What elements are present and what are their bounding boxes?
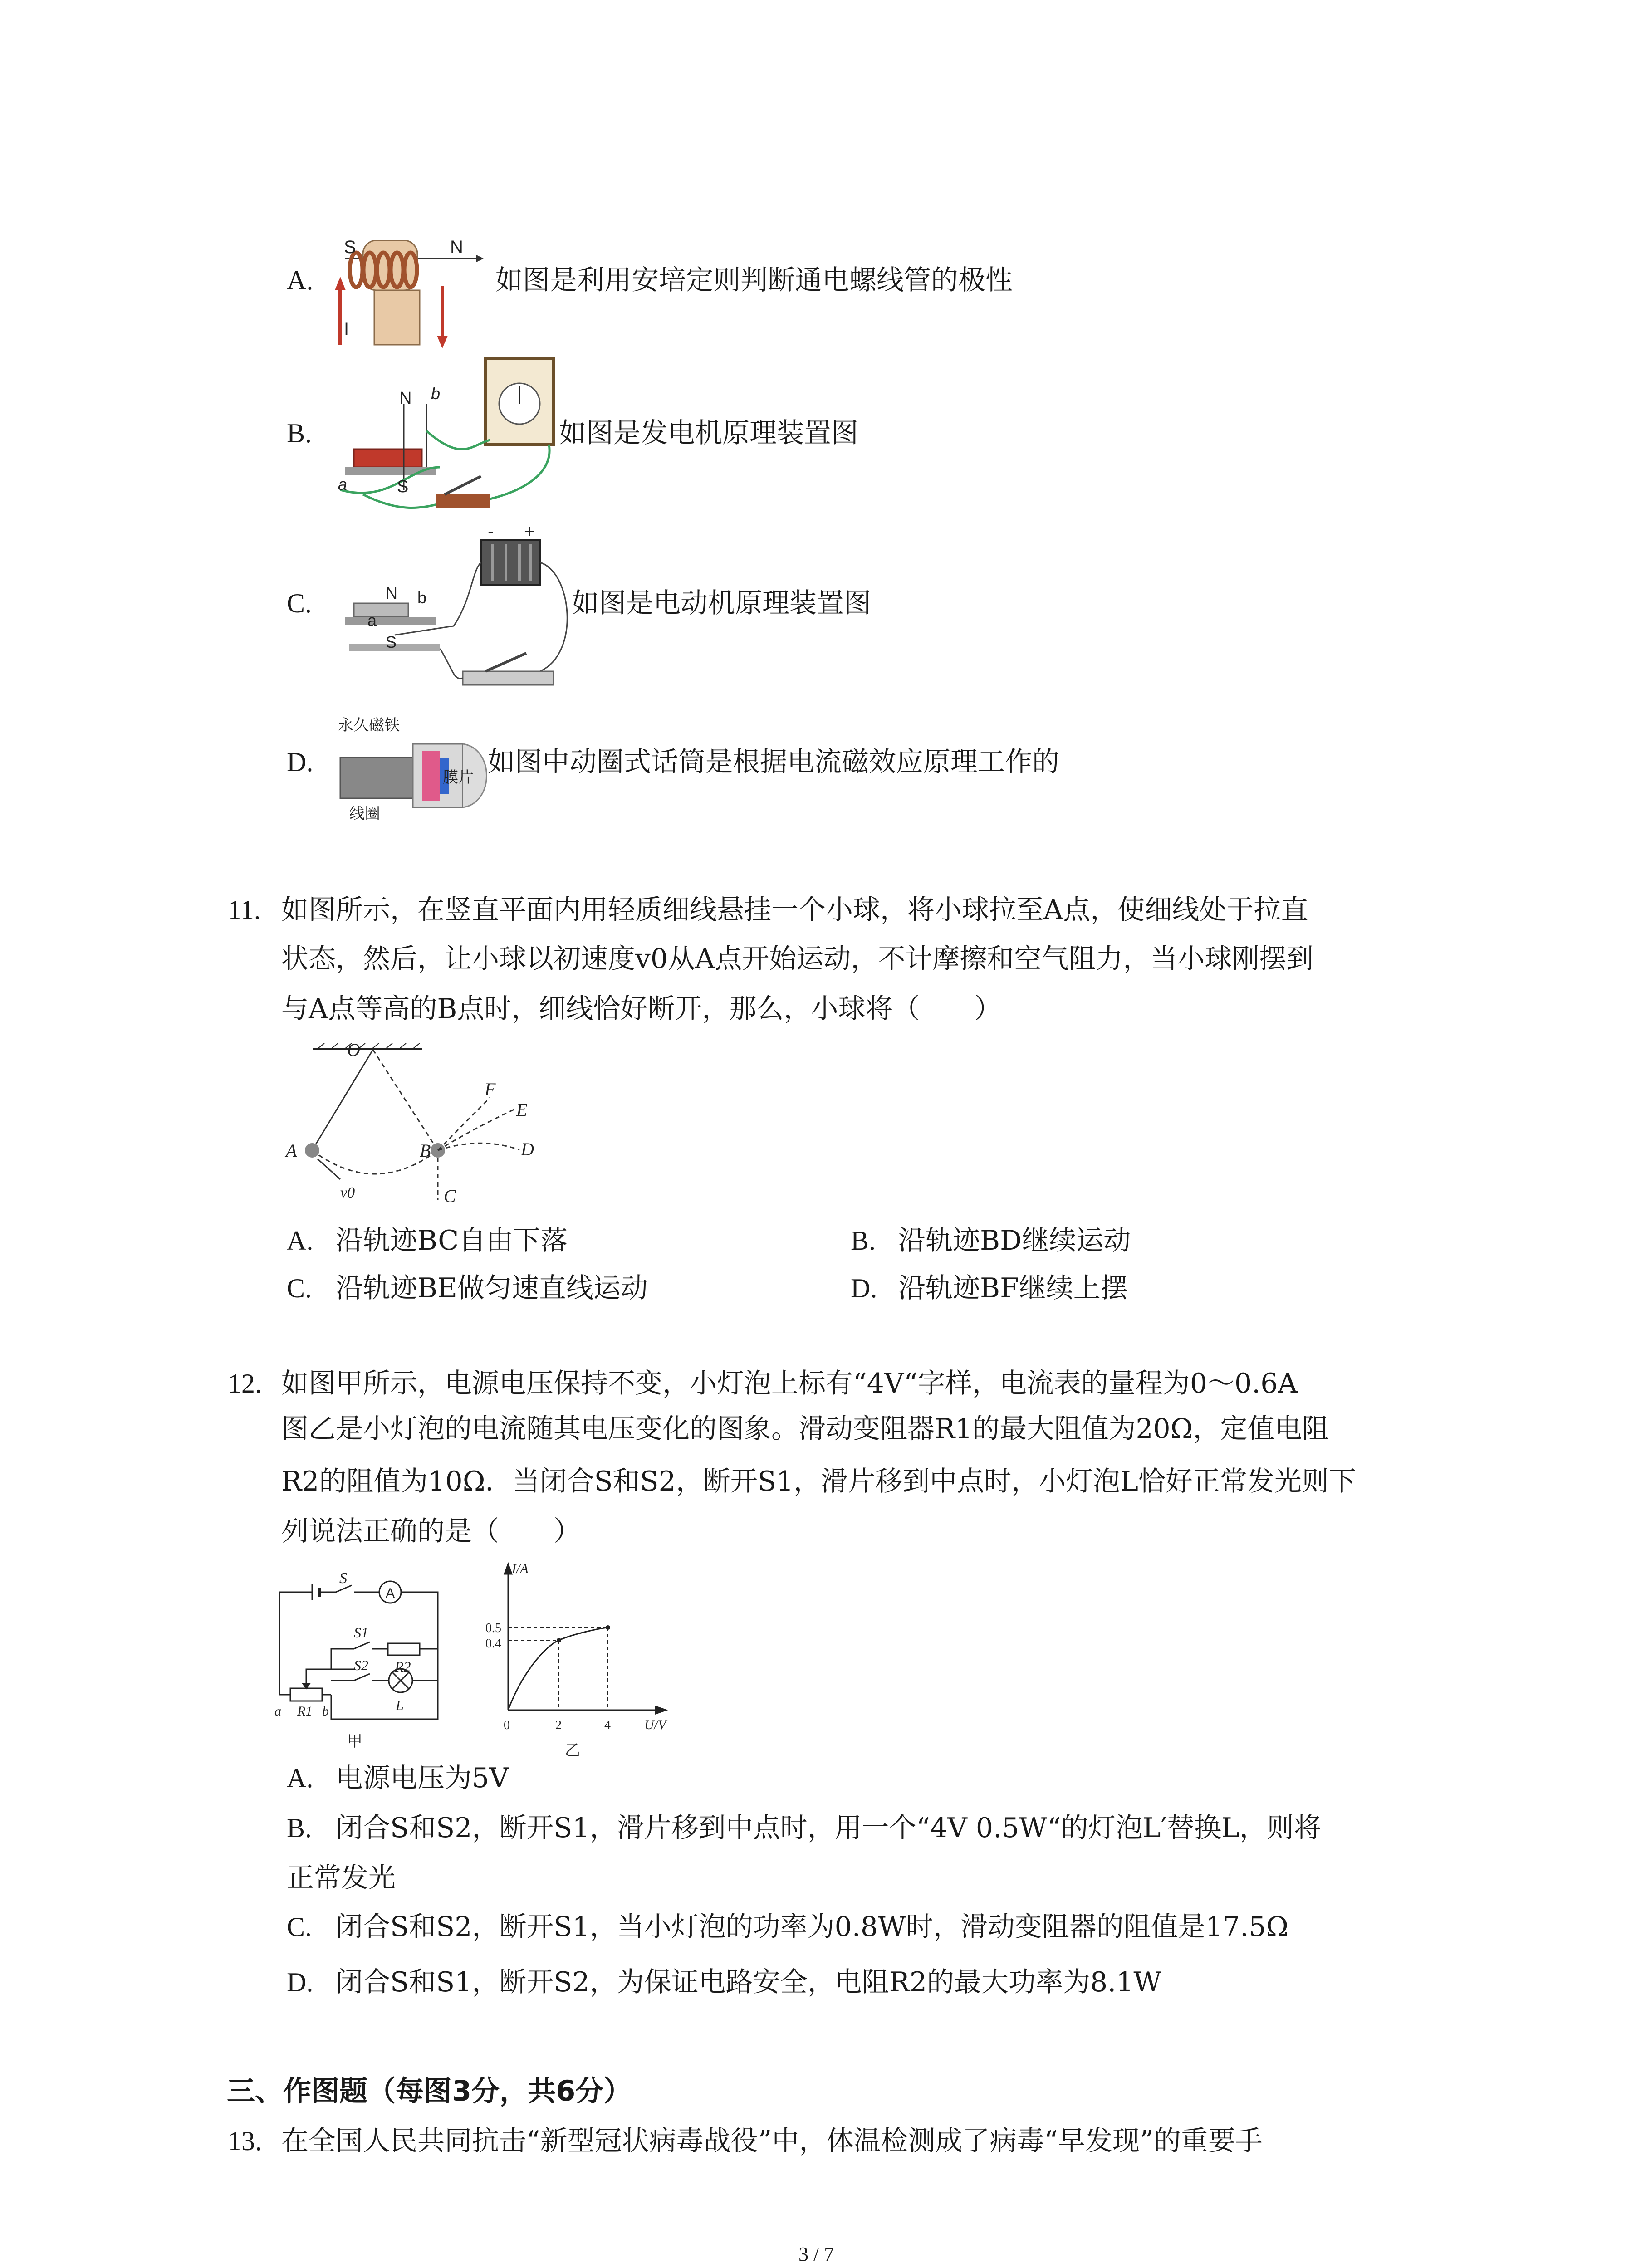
q10-option-a-letter: A. <box>287 265 314 295</box>
x-axis-label: U/V <box>644 1717 666 1732</box>
label-v0: v0 <box>340 1184 355 1201</box>
q12-line-2: 图乙是小灯泡的电流随其电压变化的图象。滑动变阻器R1的最大阻值为20Ω，定值电阻 <box>281 1413 1329 1445</box>
q13-number: 13. <box>228 2126 262 2156</box>
q12-option-b-text: 闭合S和S2，断开S1，滑片移到中点时，用一个“4V 0.5W“的灯泡L′替换L，则将 <box>336 1812 1321 1844</box>
label-s1: S1 <box>354 1624 368 1641</box>
page-number: 3 / 7 <box>798 2243 834 2265</box>
y-tick-0-4: 0.4 <box>485 1637 501 1651</box>
ammeter-label: A <box>386 1586 395 1601</box>
label-d: D <box>521 1139 534 1159</box>
q10-option-c-text: 如图是电动机原理装置图 <box>572 587 871 619</box>
caption-yi: 乙 <box>565 1741 580 1760</box>
q12-number: 12. <box>228 1369 262 1398</box>
pendulum-figure <box>272 1040 554 1216</box>
q13-line-1: 在全国人民共同抗击“新型冠状病毒战役”中，体温检测成了病毒“早发现”的重要手 <box>281 2125 1263 2157</box>
label-s: S <box>344 237 356 257</box>
q11-option-c-text: 沿轨迹BE做匀速直线运动 <box>336 1272 648 1304</box>
x-tick-4: 4 <box>604 1718 611 1732</box>
q11-option-c-letter: C. <box>287 1273 312 1303</box>
x-tick-2: 2 <box>555 1718 562 1732</box>
label-a: a <box>367 611 377 630</box>
label-n: N <box>399 389 412 408</box>
label-coil: 线圈 <box>349 805 380 823</box>
label-s: S <box>397 477 409 496</box>
q12-line-4: 列说法正确的是（ ） <box>281 1515 581 1547</box>
label-o: O <box>347 1040 360 1060</box>
q11-line-1: 如图所示，在竖直平面内用轻质细线悬挂一个小球，将小球拉至A点，使细线处于拉直 <box>281 894 1308 926</box>
label-s: S <box>339 1570 347 1587</box>
label-plus: + <box>524 522 535 542</box>
q12-option-b-continuation: 正常发光 <box>287 1862 396 1894</box>
label-permanent-magnet: 永久磁铁 <box>338 716 400 734</box>
q12-line-1: 如图甲所示，电源电压保持不变，小灯泡上标有“4V“字样，电流表的量程为0～0.6A <box>281 1368 1298 1399</box>
q10-option-b-text: 如图是发电机原理装置图 <box>559 417 858 449</box>
q12-option-b-letter: B. <box>287 1813 312 1843</box>
x-tick-0: 0 <box>504 1718 510 1732</box>
label-n: N <box>450 237 463 257</box>
motor-apparatus-figure <box>336 522 572 699</box>
q12-line-3: R2的阻值为10Ω．当闭合S和S2，断开S1，滑片移到中点时，小灯泡L恰好正常发光则下 <box>281 1466 1356 1497</box>
q12-option-a-letter: A. <box>287 1763 314 1793</box>
q10-option-d-letter: D. <box>287 747 314 777</box>
circuit-diagram-jia <box>272 1569 463 1760</box>
generator-apparatus-figure <box>336 354 567 517</box>
q10-option-b-letter: B. <box>287 418 312 448</box>
q10-option-d-text: 如图中动圈式话筒是根据电流磁效应原理工作的 <box>488 746 1059 778</box>
moving-coil-microphone-figure <box>336 708 499 821</box>
label-b: b <box>431 384 441 403</box>
iu-graph-yi <box>472 1560 681 1769</box>
label-a: a <box>274 1704 281 1719</box>
q11-option-b-letter: B. <box>851 1226 876 1256</box>
label-b: B <box>420 1140 431 1161</box>
label-s2: S2 <box>354 1657 368 1673</box>
label-a: a <box>338 475 348 494</box>
q11-number: 11. <box>228 895 261 925</box>
q12-option-d-text: 闭合S和S1，断开S2，为保证电路安全，电阻R2的最大功率为8.1W <box>336 1966 1162 1998</box>
label-n: N <box>386 584 397 602</box>
q11-option-a-text: 沿轨迹BC自由下落 <box>336 1225 568 1256</box>
label-e: E <box>516 1100 528 1120</box>
label-s: S <box>386 633 397 651</box>
solenoid-hand-figure <box>331 227 490 354</box>
q12-option-c-text: 闭合S和S2，断开S1，当小灯泡的功率为0.8W时，滑动变阻器的阻值是17.5Ω <box>336 1911 1289 1943</box>
section-3-heading: 三、作图题（每图3分，共6分） <box>227 2074 632 2107</box>
caption-jia: 甲 <box>347 1732 362 1750</box>
label-c: C <box>444 1186 456 1206</box>
label-b: b <box>322 1704 329 1719</box>
label-a: A <box>286 1140 297 1161</box>
q11-line-3: 与A点等高的B点时，细线恰好断开，那么，小球将（ ） <box>281 993 1002 1025</box>
label-r2: R2 <box>395 1658 411 1675</box>
label-i: I <box>344 319 349 339</box>
label-membrane: 膜片 <box>443 768 474 787</box>
label-r1: R1 <box>297 1704 313 1719</box>
q12-option-d-letter: D. <box>287 1967 314 1997</box>
q11-option-d-text: 沿轨迹BF继续上摆 <box>898 1272 1128 1304</box>
label-f: F <box>485 1079 496 1100</box>
q11-line-2: 状态，然后，让小球以初速度v0从A点开始运动，不计摩擦和空气阻力，当小球刚摆到 <box>281 943 1314 975</box>
y-axis-label: I/A <box>512 1561 529 1576</box>
q11-option-b-text: 沿轨迹BD继续运动 <box>898 1225 1131 1256</box>
q11-option-a-letter: A. <box>287 1226 314 1256</box>
y-tick-0-5: 0.5 <box>485 1621 501 1635</box>
q12-option-c-letter: C. <box>287 1912 312 1942</box>
label-lamp: L <box>396 1697 404 1713</box>
label-minus: - <box>488 522 494 542</box>
q10-option-c-letter: C. <box>287 588 312 618</box>
q10-option-a-text: 如图是利用安培定则判断通电螺线管的极性 <box>495 264 1013 296</box>
q12-option-a-text: 电源电压为5V <box>336 1762 509 1794</box>
q11-option-d-letter: D. <box>851 1273 877 1303</box>
label-b: b <box>417 588 427 607</box>
